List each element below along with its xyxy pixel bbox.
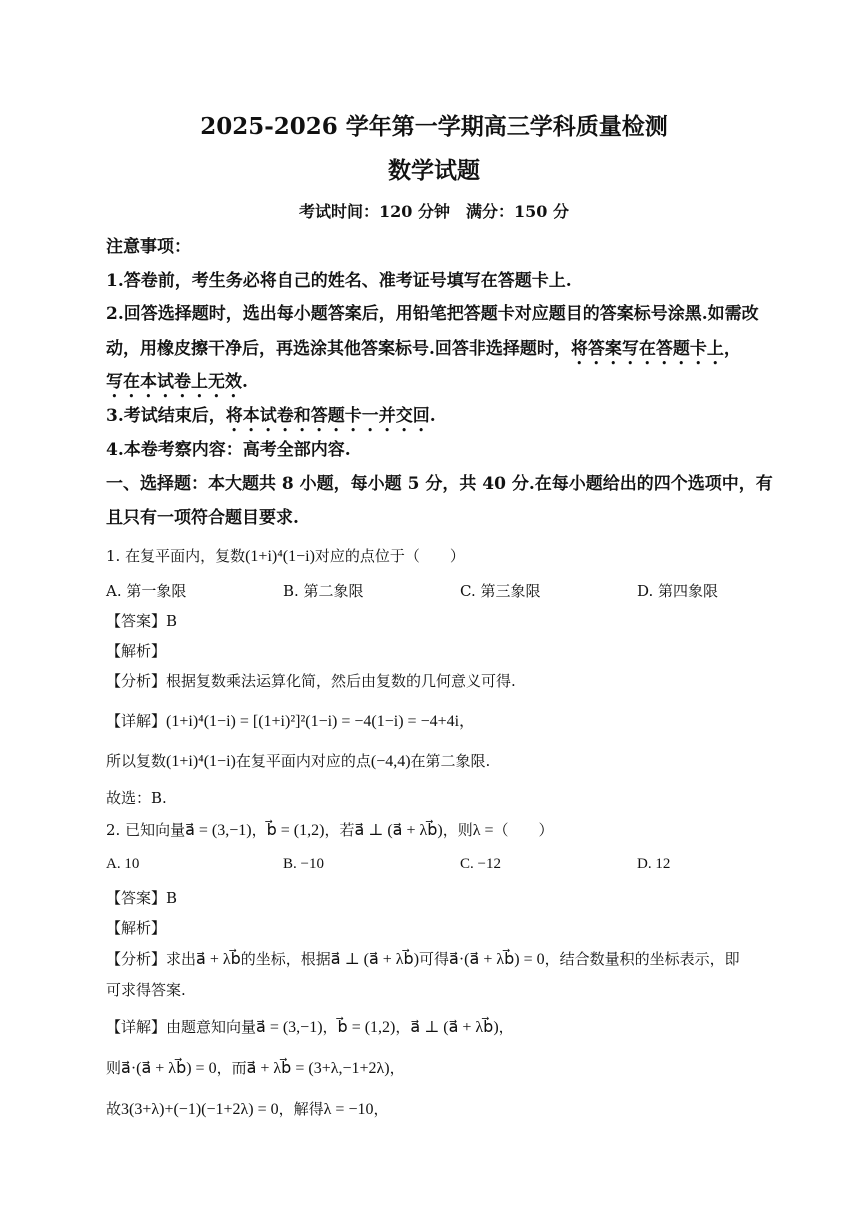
q1-choose: 故选：B.	[106, 789, 167, 807]
q2-stem-text-b: ，若	[324, 821, 355, 839]
q2-fenxi-math-2: a⃗ ⊥ (a⃗ + λb⃗)	[330, 951, 420, 968]
q2-stem-text-d: （ ）	[493, 821, 554, 839]
q2-detail-line-3	[106, 1098, 388, 1119]
q2-fenxi-math-3: a⃗·(a⃗ + λb⃗) = 0	[449, 951, 545, 968]
q1-conclusion-b: 在复平面内对应的点	[235, 752, 371, 770]
q2-line2-b: ，而	[216, 1059, 247, 1077]
q2-detail-math-2: b⃗ = (1,2)	[337, 1019, 396, 1036]
q2-fenxi-c: 可得	[419, 950, 450, 968]
q1-option-b: B. 第二象限	[283, 582, 364, 600]
q1-option-c: C. 第三象限	[460, 582, 541, 600]
exam-info: 考试时间：120 分钟 满分：150 分	[299, 202, 569, 221]
q2-analysis-label: 【解析】	[106, 919, 167, 937]
notice-item-1: 1.答卷前，考生务必将自己的姓名、准考证号填写在答题卡上.	[106, 271, 572, 291]
q2-detail-a: 【详解】由题意知向量	[106, 1018, 257, 1036]
q1-detail	[106, 708, 475, 731]
q1-stem-text-a: 1. 在复平面内，复数	[106, 547, 246, 565]
q1-option-d: D. 第四象限	[637, 582, 719, 600]
q2-answer: 【答案】B	[106, 889, 178, 907]
question-2-stem	[106, 819, 554, 840]
notice-item-2-part-a: 动，用橡皮擦干净后，再选涂其他答案标号.回答非选择题时，	[106, 339, 571, 359]
q2-line2-sep: ，	[389, 1059, 405, 1077]
notice-item-2-line-1: 2.回答选择题时，选出每小题答案后，用铅笔把答题卡对应题目的答案标号涂黑.如需改	[106, 304, 759, 324]
q2-option-a: A. 10	[106, 856, 140, 872]
q2-line3-math-2: λ = −10	[323, 1101, 374, 1118]
q2-fenxi	[106, 948, 740, 969]
q1-conclusion-math-1: (1+i)⁴(1−i)	[166, 753, 236, 770]
q1-conclusion-c: 在第二象限.	[410, 752, 491, 770]
q2-line3-sep: ，	[373, 1100, 389, 1118]
q2-fenxi-line-2: 可求得答案.	[106, 981, 186, 999]
q2-fenxi-b: 的坐标，根据	[240, 950, 331, 968]
q1-fenxi: 【分析】根据复数乘法运算化简，然后由复数的几何意义可得.	[106, 672, 516, 690]
q2-fenxi-math-1: a⃗ + λb⃗	[196, 951, 241, 968]
q2-detail-math-1: a⃗ = (3,−1)	[256, 1019, 323, 1036]
q2-stem-math-3: a⃗ ⊥ (a⃗ + λb⃗)	[354, 822, 443, 839]
exam-subtitle: 数学试题	[388, 157, 480, 184]
q1-stem-math: (1+i)⁴(1−i)	[245, 548, 315, 565]
q2-detail	[106, 1016, 514, 1037]
notice-item-3-emphasis: 将本试卷和答题卡一并交回.	[225, 406, 436, 426]
q2-line2-math-2: a⃗ + λb⃗ = (3+λ,−1+2λ)	[246, 1060, 390, 1077]
notice-item-2-line-2	[106, 334, 741, 369]
q2-line2-math-1: a⃗·(a⃗ + λb⃗) = 0	[121, 1060, 217, 1077]
q2-stem-sep: ，	[251, 821, 267, 839]
notice-item-2-line-3: 写在本试卷上无效.	[106, 372, 248, 392]
q2-option-c: C. −12	[460, 856, 501, 872]
q2-detail-math-3: a⃗ ⊥ (a⃗ + λb⃗)	[410, 1019, 499, 1036]
q2-stem-math-4: λ =	[472, 822, 494, 839]
notice-item-3	[106, 401, 436, 436]
q2-stem-text-c: ，则	[442, 821, 473, 839]
section-1-heading-cont: 且只有一项符合题目要求.	[106, 508, 299, 528]
q2-line3-math-1: 3(3+λ)+(−1)(−1+2λ) = 0	[121, 1101, 279, 1118]
notice-item-2-emphasis: 将答案写在答题卡上，	[570, 339, 741, 359]
q1-detail-label: 【详解】	[106, 712, 167, 730]
q2-line2-a: 则	[106, 1059, 122, 1077]
q1-conclusion	[106, 750, 490, 771]
q2-detail-line-2	[106, 1057, 405, 1078]
q2-fenxi-d: ，结合数量积的坐标表示，即	[544, 950, 740, 968]
q1-detail-math: (1+i)⁴(1−i) = [(1+i)²]²(1−i) = −4(1−i) = −4+4i，	[166, 713, 476, 730]
notice-item-3-part-a: 3.考试结束后，	[106, 406, 226, 426]
q2-detail-sep-2: ，	[395, 1018, 411, 1036]
q2-option-b: B. −10	[283, 856, 324, 872]
q2-stem-text-a: 2. 已知向量	[106, 821, 186, 839]
q2-stem-math-1: a⃗ = (3,−1)	[185, 822, 252, 839]
q2-detail-sep-3: ，	[498, 1018, 514, 1036]
exam-title: 2025-2026 学年第一学期高三学科质量检测	[200, 113, 668, 140]
question-1-stem	[106, 545, 465, 566]
q2-option-d: D. 12	[637, 856, 671, 872]
q1-conclusion-a: 所以复数	[106, 752, 167, 770]
q1-answer: 【答案】B	[106, 612, 178, 630]
q2-detail-sep-1: ，	[322, 1018, 338, 1036]
notice-heading: 注意事项：	[106, 237, 191, 257]
q1-analysis-label: 【解析】	[106, 642, 167, 660]
section-1-heading: 一、选择题：本大题共 8 小题，每小题 5 分，共 40 分.在每小题给出的四个选项中，有	[106, 474, 773, 494]
q2-line3-b: ，解得	[278, 1100, 324, 1118]
q1-stem-text-b: 对应的点位于（ ）	[314, 547, 465, 565]
q1-conclusion-math-2: (−4,4)	[370, 753, 411, 770]
q2-line3-a: 故	[106, 1100, 122, 1118]
q1-option-a: A. 第一象限	[106, 582, 187, 600]
q2-fenxi-a: 【分析】求出	[106, 950, 197, 968]
notice-item-4: 4.本卷考察内容：高考全部内容.	[106, 440, 351, 460]
q2-stem-math-2: b⃗ = (1,2)	[266, 822, 325, 839]
